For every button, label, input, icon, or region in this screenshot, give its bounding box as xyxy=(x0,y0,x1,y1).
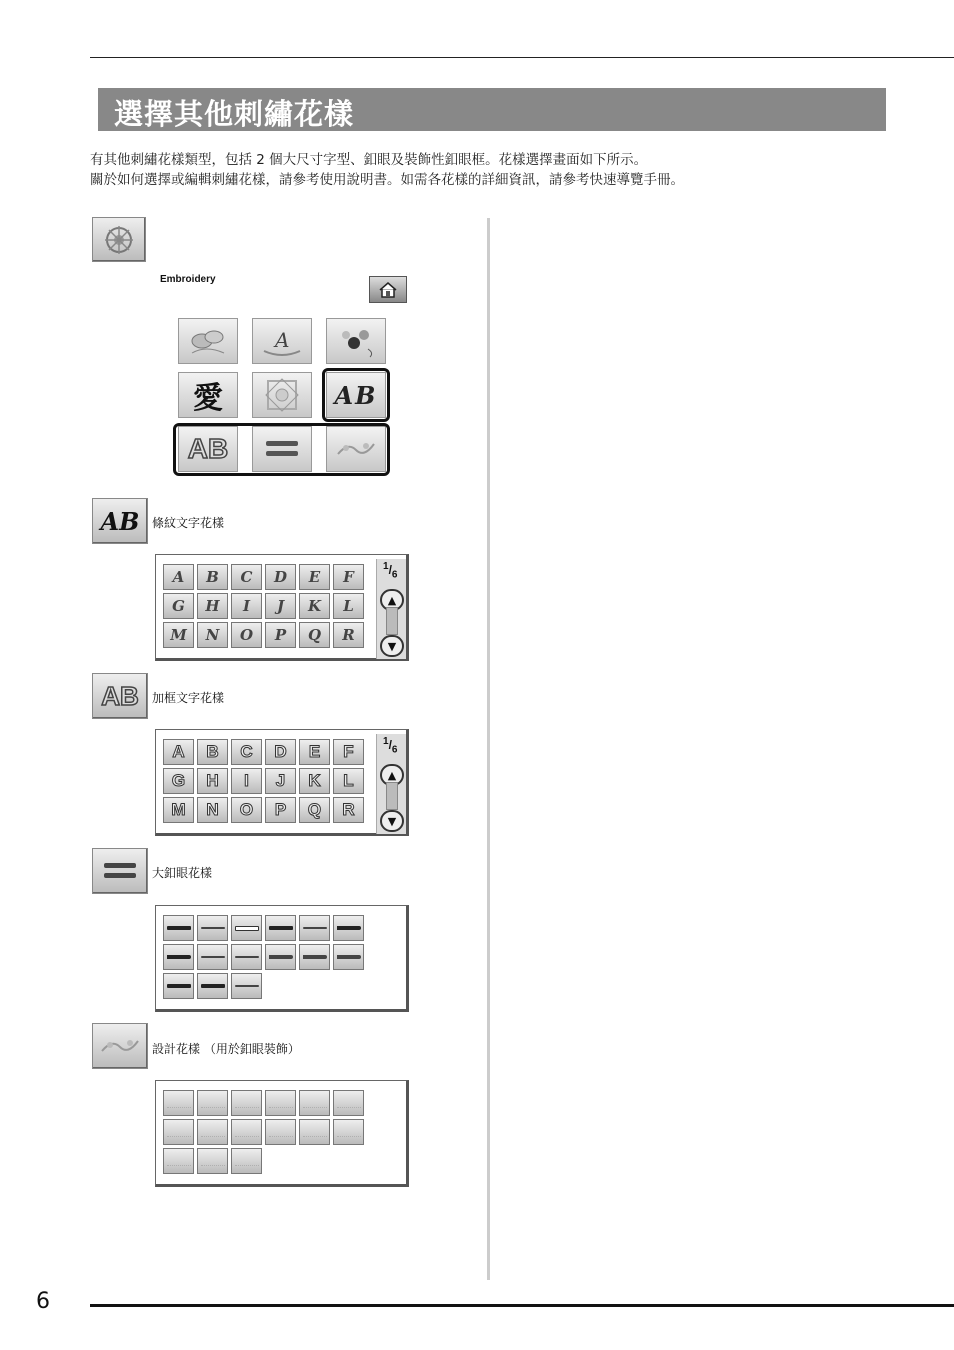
letter-cell[interactable]: D xyxy=(265,564,296,590)
design-cell[interactable] xyxy=(163,1148,194,1174)
framed-alpha-pager xyxy=(376,734,406,834)
letter-cell[interactable]: D xyxy=(265,739,296,765)
design-panel xyxy=(155,1080,409,1187)
letter-cell[interactable]: C xyxy=(231,739,262,765)
letter-cell[interactable]: K xyxy=(299,593,330,619)
buttonhole-icon xyxy=(337,955,361,959)
bottom-rule xyxy=(90,1304,954,1307)
page-down-button[interactable] xyxy=(380,810,404,832)
design-motif-icon xyxy=(303,1098,327,1108)
letter-cell[interactable]: N xyxy=(197,797,228,823)
flower-icon xyxy=(186,323,230,359)
design-cell[interactable] xyxy=(231,1148,262,1174)
buttonhole-icon xyxy=(167,926,191,930)
design-motif-icon xyxy=(201,1156,225,1166)
design-cell[interactable] xyxy=(299,1119,330,1145)
design-motif-icon xyxy=(235,1156,259,1166)
design-motif-icon xyxy=(337,1098,361,1108)
letter-cell[interactable]: L xyxy=(333,768,364,794)
buttonhole-cell[interactable] xyxy=(197,915,228,941)
buttonhole-icon xyxy=(235,985,259,987)
letter-cell[interactable]: B xyxy=(197,739,228,765)
letter-cell[interactable]: G xyxy=(163,593,194,619)
letter-cell[interactable]: Q xyxy=(299,797,330,823)
script-alpha-key[interactable] xyxy=(92,498,148,544)
letter-cell[interactable]: P xyxy=(265,622,296,648)
monogram-icon xyxy=(260,323,304,359)
screen-label: Embroidery xyxy=(160,274,216,285)
down-arrow-icon: ▼ xyxy=(387,814,397,828)
embroidery-key-icon[interactable] xyxy=(92,217,146,262)
design-cell[interactable] xyxy=(333,1119,364,1145)
page-indicator: $^1/_6$ xyxy=(383,736,398,756)
design-cell[interactable] xyxy=(163,1090,194,1116)
buttonhole-cell[interactable] xyxy=(265,915,296,941)
quilt-icon xyxy=(262,375,302,415)
buttonhole-cell[interactable] xyxy=(163,944,194,970)
intro-line-1: 有其他刺繡花樣類型，包括 2 個大尺寸字型、釦眼及裝飾性釦眼框。花樣選擇畫面如下所示。 xyxy=(90,152,648,168)
letter-cell[interactable]: I xyxy=(231,768,262,794)
buttonhole-icon xyxy=(201,927,225,929)
letter-cell[interactable]: E xyxy=(299,564,330,590)
buttonhole-cell[interactable] xyxy=(299,915,330,941)
framed-alpha-glyph: AB xyxy=(187,433,229,464)
buttonhole-icon xyxy=(337,926,361,930)
letter-cell[interactable]: A xyxy=(163,739,194,765)
selection-frame xyxy=(322,368,390,422)
buttonhole-key[interactable] xyxy=(92,848,148,894)
framed-alpha-panel xyxy=(155,729,409,836)
design-key[interactable] xyxy=(92,1023,148,1069)
letter-cell[interactable]: F xyxy=(333,739,364,765)
category-japanese-tile[interactable] xyxy=(178,372,238,418)
down-arrow-icon: ▼ xyxy=(387,639,397,653)
buttonhole-icon xyxy=(167,955,191,959)
letter-cell[interactable]: J xyxy=(265,768,296,794)
buttonhole-icon xyxy=(269,926,293,930)
script-alpha-panel xyxy=(155,554,409,661)
kanji-glyph: 愛 xyxy=(193,381,223,416)
design-motif-icon xyxy=(167,1156,191,1166)
letter-cell[interactable]: P xyxy=(265,797,296,823)
design-motif-icon xyxy=(235,1098,259,1108)
design-cell[interactable] xyxy=(333,1090,364,1116)
buttonhole-cell[interactable] xyxy=(231,915,262,941)
buttonhole-cell[interactable] xyxy=(163,973,194,999)
top-rule xyxy=(90,57,954,58)
category-quilt-tile[interactable] xyxy=(252,372,312,418)
buttonhole-cell[interactable] xyxy=(333,915,364,941)
page-indicator: $^1/_6$ xyxy=(383,561,398,581)
design-motif-icon xyxy=(201,1127,225,1137)
letter-cell[interactable]: O xyxy=(231,622,262,648)
vine-icon xyxy=(98,1031,142,1061)
buttonhole-icon xyxy=(235,956,259,958)
home-icon xyxy=(378,282,398,298)
selection-frame-row xyxy=(173,423,390,476)
home-button[interactable] xyxy=(369,276,407,303)
buttonhole-icon xyxy=(167,984,191,988)
framed-alpha-grid xyxy=(163,739,368,823)
script-alpha-grid xyxy=(163,564,368,648)
design-cell[interactable] xyxy=(197,1148,228,1174)
design-motif-icon xyxy=(269,1098,293,1108)
bouquet-icon xyxy=(334,323,378,359)
design-motif-icon xyxy=(235,1127,259,1137)
design-cell[interactable] xyxy=(265,1090,296,1116)
letter-cell[interactable]: G xyxy=(163,768,194,794)
design-grid xyxy=(163,1090,368,1174)
letter-cell[interactable]: R xyxy=(333,797,364,823)
letter-cell[interactable]: K xyxy=(299,768,330,794)
design-cell[interactable] xyxy=(231,1090,262,1116)
letter-cell[interactable]: J xyxy=(265,593,296,619)
design-motif-icon xyxy=(167,1127,191,1137)
design-label: 設計花樣 （用於釦眼裝飾） xyxy=(152,1042,300,1056)
letter-cell[interactable]: L xyxy=(333,593,364,619)
scrollbar[interactable] xyxy=(386,782,398,810)
design-cell[interactable] xyxy=(197,1090,228,1116)
design-cell[interactable] xyxy=(299,1090,330,1116)
buttonhole-icon xyxy=(269,955,293,959)
letter-cell[interactable]: C xyxy=(231,564,262,590)
framed-alpha-key-text: AB xyxy=(101,680,139,711)
script-alpha-label: 條紋文字花樣 xyxy=(152,516,225,530)
category-floral-tile[interactable] xyxy=(178,318,238,364)
script-alpha-glyph: AB xyxy=(334,380,378,410)
buttonhole-cell[interactable] xyxy=(265,944,296,970)
buttonhole-cell[interactable] xyxy=(197,973,228,999)
letter-cell[interactable]: H xyxy=(197,593,228,619)
page-number: 6 xyxy=(36,1289,50,1314)
title-bar xyxy=(92,88,886,131)
buttonhole-cell[interactable] xyxy=(231,944,262,970)
buttonhole-grid xyxy=(163,915,368,999)
buttonhole-icon xyxy=(201,984,225,988)
buttonhole-icon xyxy=(303,955,327,959)
letter-cell[interactable]: A xyxy=(163,564,194,590)
intro-line-2: 關於如何選擇或編輯刺繡花樣，請參考使用說明書。如需各花樣的詳細資訊，請參考快速導覽手冊。 xyxy=(90,172,684,188)
buttonhole-cell[interactable] xyxy=(163,915,194,941)
category-monogram-tile[interactable] xyxy=(252,318,312,364)
script-alpha-key-text: AB xyxy=(100,506,140,536)
buttonhole-cell[interactable] xyxy=(231,973,262,999)
up-arrow-icon: ▲ xyxy=(387,593,397,607)
buttonhole-icon xyxy=(101,859,139,883)
buttonhole-icon xyxy=(235,926,259,931)
letter-cell[interactable]: B xyxy=(197,564,228,590)
buttonhole-cell[interactable] xyxy=(299,944,330,970)
letter-cell[interactable]: O xyxy=(231,797,262,823)
letter-cell[interactable]: F xyxy=(333,564,364,590)
letter-cell[interactable]: Q xyxy=(299,622,330,648)
design-cell[interactable] xyxy=(265,1119,296,1145)
framed-alpha-label: 加框文字花樣 xyxy=(152,691,225,705)
letter-cell[interactable]: E xyxy=(299,739,330,765)
design-motif-icon xyxy=(303,1127,327,1137)
letter-cell[interactable]: I xyxy=(231,593,262,619)
design-cell[interactable] xyxy=(197,1119,228,1145)
design-cell[interactable] xyxy=(231,1119,262,1145)
letter-cell[interactable]: M xyxy=(163,797,194,823)
buttonhole-label: 大釦眼花樣 xyxy=(152,866,213,880)
up-arrow-icon: ▲ xyxy=(387,768,397,782)
design-motif-icon xyxy=(201,1098,225,1108)
letter-cell[interactable]: R xyxy=(333,622,364,648)
letter-cell[interactable]: M xyxy=(163,622,194,648)
page-title: 選擇其他刺繡花樣 xyxy=(114,97,355,131)
buttonhole-icon xyxy=(201,956,225,958)
letter-cell[interactable]: N xyxy=(197,622,228,648)
category-flower-tile[interactable] xyxy=(326,318,386,364)
design-motif-icon xyxy=(167,1098,191,1108)
scrollbar[interactable] xyxy=(386,607,398,635)
script-alpha-pager xyxy=(376,559,406,659)
design-motif-icon xyxy=(337,1127,361,1137)
buttonhole-cell[interactable] xyxy=(197,944,228,970)
design-motif-icon xyxy=(269,1127,293,1137)
svg-text:A: A xyxy=(275,328,290,352)
intro-text xyxy=(90,150,684,190)
design-cell[interactable] xyxy=(163,1119,194,1145)
buttonhole-cell[interactable] xyxy=(333,944,364,970)
page-down-button[interactable] xyxy=(380,635,404,657)
letter-cell[interactable]: H xyxy=(197,768,228,794)
column-divider xyxy=(487,218,490,1280)
buttonhole-panel xyxy=(155,905,409,1012)
framed-alpha-key[interactable] xyxy=(92,673,148,719)
buttonhole-icon xyxy=(303,927,327,929)
